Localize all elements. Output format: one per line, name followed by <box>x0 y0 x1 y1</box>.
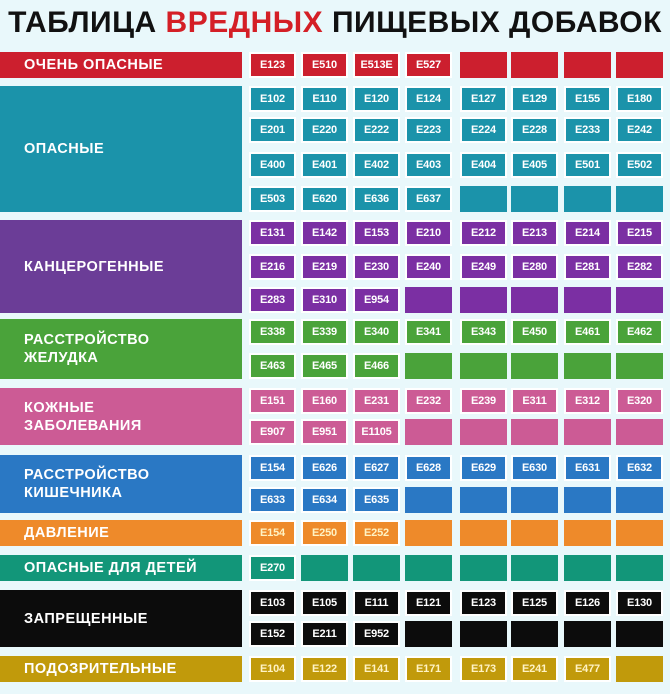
additive-code: E224 <box>460 117 507 143</box>
additive-code: E403 <box>405 152 452 178</box>
empty-cell <box>460 353 507 379</box>
empty-cell <box>405 487 452 513</box>
additive-code: E634 <box>301 487 348 513</box>
additive-code: E463 <box>249 353 296 379</box>
empty-cell <box>405 621 452 647</box>
additive-code: E629 <box>460 455 507 481</box>
empty-cell <box>460 487 507 513</box>
additive-code: E103 <box>249 590 296 616</box>
additive-code: E215 <box>616 220 663 246</box>
additive-code: E462 <box>616 319 663 345</box>
category-label: ДАВЛЕНИЕ <box>0 520 242 546</box>
empty-cell <box>405 520 452 546</box>
category-label: КАНЦЕРОГЕННЫЕ <box>0 220 242 313</box>
empty-cell <box>460 555 507 581</box>
additive-code: E404 <box>460 152 507 178</box>
additive-code: E151 <box>249 388 296 414</box>
additive-code: E338 <box>249 319 296 345</box>
additive-code: E105 <box>301 590 348 616</box>
additive-code: E123 <box>460 590 507 616</box>
category-label: ПОДОЗРИТЕЛЬНЫЕ <box>0 656 242 682</box>
additive-code: E152 <box>249 621 296 647</box>
additive-code: E154 <box>249 520 296 546</box>
additive-code: E270 <box>249 555 296 581</box>
empty-cell <box>564 52 611 78</box>
additive-code: E111 <box>353 590 400 616</box>
additive-code: E212 <box>460 220 507 246</box>
additive-code: E632 <box>616 455 663 481</box>
empty-cell <box>564 419 611 445</box>
additive-code: E142 <box>301 220 348 246</box>
additive-code: E173 <box>460 656 507 682</box>
additive-code: E211 <box>301 621 348 647</box>
empty-cell <box>564 520 611 546</box>
empty-cell <box>405 555 452 581</box>
category-label: ОПАСНЫЕ <box>0 86 242 212</box>
empty-cell <box>616 287 663 313</box>
additive-code: E477 <box>564 656 611 682</box>
empty-cell <box>616 419 663 445</box>
empty-cell <box>616 52 663 78</box>
category-label: РАССТРОЙСТВО ЖЕЛУДКА <box>0 319 242 379</box>
additive-code: E126 <box>564 590 611 616</box>
empty-cell <box>511 186 558 212</box>
additive-code: E180 <box>616 86 663 112</box>
additive-code: E310 <box>301 287 348 313</box>
additive-code: E339 <box>301 319 348 345</box>
additive-code: E503 <box>249 186 296 212</box>
category-label: КОЖНЫЕ ЗАБОЛЕВАНИЯ <box>0 388 242 445</box>
empty-cell <box>564 353 611 379</box>
additive-code: E250 <box>301 520 348 546</box>
empty-cell <box>405 287 452 313</box>
additive-code: E155 <box>564 86 611 112</box>
additive-code: E220 <box>301 117 348 143</box>
additive-code: E283 <box>249 287 296 313</box>
additive-code: E239 <box>460 388 507 414</box>
additive-code: E341 <box>405 319 452 345</box>
empty-cell <box>511 419 558 445</box>
additive-code: E280 <box>511 254 558 280</box>
additive-code: E233 <box>564 117 611 143</box>
additive-code: E120 <box>353 86 400 112</box>
additive-code: E129 <box>511 86 558 112</box>
additive-code: E214 <box>564 220 611 246</box>
additive-code: E320 <box>616 388 663 414</box>
additive-code: E954 <box>353 287 400 313</box>
additive-code: E513E <box>353 52 400 78</box>
additive-code: E213 <box>511 220 558 246</box>
additive-code: E620 <box>301 186 348 212</box>
empty-cell <box>564 287 611 313</box>
additive-code: E201 <box>249 117 296 143</box>
additive-code: E465 <box>301 353 348 379</box>
empty-cell <box>616 487 663 513</box>
additive-code: E154 <box>249 455 296 481</box>
additive-code: E281 <box>564 254 611 280</box>
additive-code: E510 <box>301 52 348 78</box>
additive-code: E223 <box>405 117 452 143</box>
additive-code: E450 <box>511 319 558 345</box>
additive-code: E635 <box>353 487 400 513</box>
empty-cell <box>460 287 507 313</box>
additive-code: E636 <box>353 186 400 212</box>
additive-code: E131 <box>249 220 296 246</box>
additive-code: E228 <box>511 117 558 143</box>
additive-code: E252 <box>353 520 400 546</box>
additive-code: E125 <box>511 590 558 616</box>
empty-cell <box>616 555 663 581</box>
empty-cell <box>460 621 507 647</box>
empty-cell <box>511 520 558 546</box>
empty-cell <box>511 287 558 313</box>
additive-code: E626 <box>301 455 348 481</box>
additive-code: E210 <box>405 220 452 246</box>
additive-code: E343 <box>460 319 507 345</box>
additive-code: E951 <box>301 419 348 445</box>
additive-code: E312 <box>564 388 611 414</box>
additive-code: E160 <box>301 388 348 414</box>
additive-code: E952 <box>353 621 400 647</box>
additive-code: E171 <box>405 656 452 682</box>
additive-code: E110 <box>301 86 348 112</box>
additive-code: E124 <box>405 86 452 112</box>
additive-code: E219 <box>301 254 348 280</box>
additive-code: E153 <box>353 220 400 246</box>
additive-code: E633 <box>249 487 296 513</box>
additive-code: E104 <box>249 656 296 682</box>
empty-cell <box>301 555 348 581</box>
empty-cell <box>564 186 611 212</box>
additive-code: E232 <box>405 388 452 414</box>
empty-cell <box>511 555 558 581</box>
additive-code: E628 <box>405 455 452 481</box>
additive-code: E311 <box>511 388 558 414</box>
additive-code: E240 <box>405 254 452 280</box>
additive-code: E631 <box>564 455 611 481</box>
category-label: ОПАСНЫЕ ДЛЯ ДЕТЕЙ <box>0 555 242 581</box>
empty-cell <box>511 353 558 379</box>
empty-cell <box>511 52 558 78</box>
additive-code: E401 <box>301 152 348 178</box>
empty-cell <box>616 621 663 647</box>
empty-cell <box>353 555 400 581</box>
category-label: РАССТРОЙСТВО КИШЕЧНИКА <box>0 455 242 513</box>
additive-code: E402 <box>353 152 400 178</box>
additive-code: E637 <box>405 186 452 212</box>
additive-code: E231 <box>353 388 400 414</box>
empty-cell <box>564 621 611 647</box>
additive-code: E400 <box>249 152 296 178</box>
additive-code: E630 <box>511 455 558 481</box>
additive-code: E627 <box>353 455 400 481</box>
empty-cell <box>511 487 558 513</box>
additive-code: E141 <box>353 656 400 682</box>
additive-code: E502 <box>616 152 663 178</box>
empty-cell <box>564 555 611 581</box>
category-label: ОЧЕНЬ ОПАСНЫЕ <box>0 52 242 78</box>
empty-cell <box>616 656 663 682</box>
empty-cell <box>460 186 507 212</box>
additive-code: E122 <box>301 656 348 682</box>
additive-code: E102 <box>249 86 296 112</box>
additive-code: E340 <box>353 319 400 345</box>
empty-cell <box>405 353 452 379</box>
empty-cell <box>460 419 507 445</box>
additive-code: E216 <box>249 254 296 280</box>
empty-cell <box>460 520 507 546</box>
empty-cell <box>616 186 663 212</box>
additive-code: E461 <box>564 319 611 345</box>
empty-cell <box>616 353 663 379</box>
additive-code: E282 <box>616 254 663 280</box>
additive-code: E121 <box>405 590 452 616</box>
title-highlight: ВРЕДНЫХ <box>165 6 324 39</box>
additive-code: E230 <box>353 254 400 280</box>
additive-code: E501 <box>564 152 611 178</box>
empty-cell <box>460 52 507 78</box>
additive-code: E907 <box>249 419 296 445</box>
additive-code: E123 <box>249 52 296 78</box>
empty-cell <box>511 621 558 647</box>
additive-code: E527 <box>405 52 452 78</box>
additive-code: E405 <box>511 152 558 178</box>
additive-code: E466 <box>353 353 400 379</box>
empty-cell <box>616 520 663 546</box>
page-title: ТАБЛИЦА ВРЕДНЫХ ПИЩЕВЫХ ДОБАВОК <box>8 6 662 39</box>
additive-code: E127 <box>460 86 507 112</box>
category-label: ЗАПРЕЩЕННЫЕ <box>0 590 242 647</box>
additive-code: E222 <box>353 117 400 143</box>
empty-cell <box>405 419 452 445</box>
additive-code: E249 <box>460 254 507 280</box>
empty-cell <box>564 487 611 513</box>
additive-code: E241 <box>511 656 558 682</box>
additive-code: E1105 <box>353 419 400 445</box>
additive-code: E242 <box>616 117 663 143</box>
additive-code: E130 <box>616 590 663 616</box>
